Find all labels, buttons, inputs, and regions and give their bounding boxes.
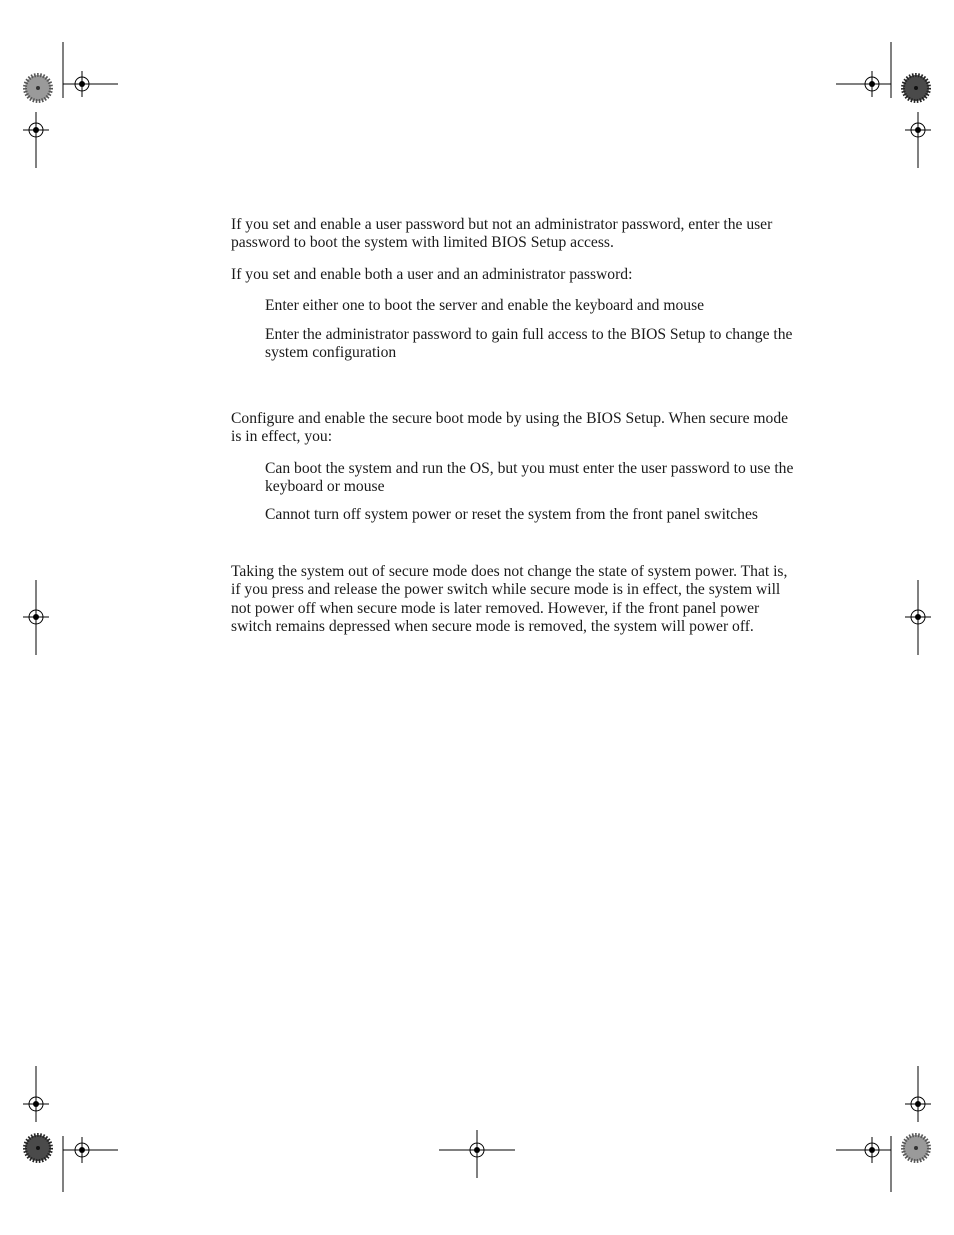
- registration-crosshair-icon: [23, 1091, 49, 1117]
- list-item: [265, 326, 800, 363]
- list-item-text: Can boot the system and run the OS, but you must enter the user password to use the keyboard or mouse: [265, 460, 794, 496]
- paragraph-secure-mode-power: [231, 563, 796, 636]
- list-item-text: Enter the administrator password to gain full access to the BIOS Setup to change the system configuration: [265, 326, 793, 362]
- list-item-text: Enter either one to boot the server and enable the keyboard and mouse: [265, 297, 705, 314]
- color-registration-disc-icon: [25, 75, 51, 101]
- crop-lines-top: [36, 42, 918, 168]
- registration-crosshair-icon: [859, 1137, 885, 1163]
- paragraph-both-passwords: [231, 266, 796, 284]
- color-registration-disc-icon: [25, 1135, 51, 1161]
- registration-crosshair-icon: [23, 117, 49, 143]
- paragraph-text: Taking the system out of secure mode does not change the state of system power. That is, if you press and release the power switch while secure mode is in effect, the system will not power off when secure mode is later removed. However, if the front panel power switch remains depressed when secure mode is removed, the system will power off.: [231, 563, 788, 635]
- list-item: [265, 460, 800, 497]
- paragraph-secure-boot: [231, 410, 796, 447]
- registration-crosshair-icon: [905, 604, 931, 630]
- crop-lines-bottom: [36, 1066, 918, 1192]
- registration-crosshair-icon: [69, 71, 95, 97]
- color-registration-disc-icon: [903, 1135, 929, 1161]
- paragraph-text: If you set and enable both a user and an administrator password:: [231, 266, 633, 283]
- registration-crosshair-icon: [464, 1137, 490, 1163]
- list-item-text: Cannot turn off system power or reset the system from the front panel switches: [265, 506, 758, 523]
- paragraph-text: Configure and enable the secure boot mode by using the BIOS Setup. When secure mode is in effect, you:: [231, 410, 789, 446]
- registration-crosshair-icon: [69, 1137, 95, 1163]
- registration-crosshair-icon: [859, 71, 885, 97]
- color-registration-disc-icon: [903, 75, 929, 101]
- registration-crosshair-icon: [23, 604, 49, 630]
- registration-crosshair-icon: [905, 117, 931, 143]
- registration-crosshair-icon: [905, 1091, 931, 1117]
- list-item: [265, 297, 800, 315]
- paragraph-user-password: [231, 216, 796, 253]
- list-item: [265, 506, 800, 524]
- paragraph-text: If you set and enable a user password but not an administrator password, enter the user password to boot the system with limited BIOS Setup access.: [231, 216, 773, 252]
